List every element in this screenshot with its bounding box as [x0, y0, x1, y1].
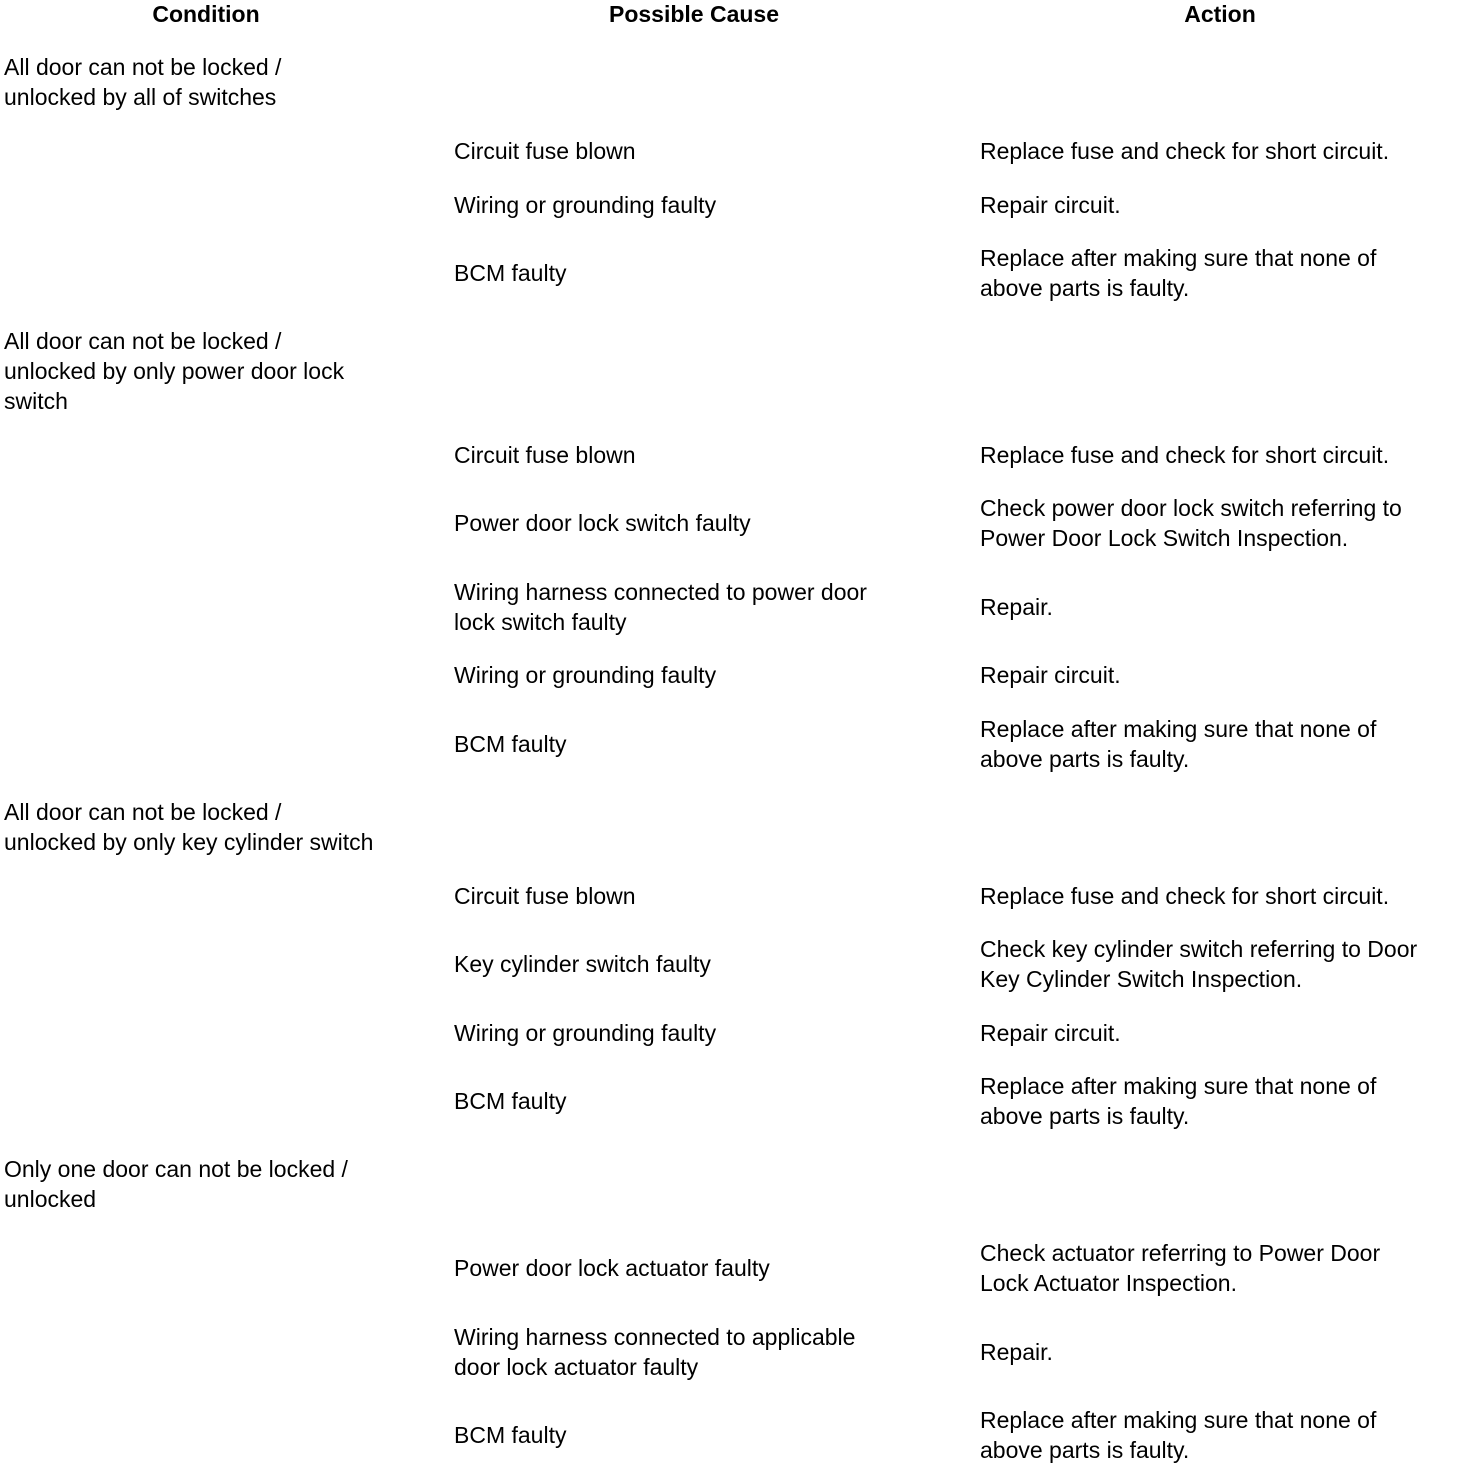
- header-condition: Condition: [152, 1, 260, 27]
- cause-text: BCM faulty: [454, 1088, 567, 1114]
- cause-text: BCM faulty: [454, 1422, 567, 1448]
- cause-text: Circuit fuse blown: [454, 138, 636, 164]
- action-text: Replace fuse and check for short circuit.: [980, 138, 1390, 164]
- action-text: Repair circuit.: [980, 192, 1121, 218]
- cause-text: Wiring or grounding faulty: [454, 662, 717, 688]
- condition-text: All door can not be locked / unlocked by all of switches: [4, 54, 282, 110]
- header-possible-cause: Possible Cause: [608, 1, 780, 27]
- cause-text: Wiring harness connected to power door lock switch faulty: [454, 579, 867, 635]
- cause-text: Key cylinder switch faulty: [454, 951, 711, 977]
- condition-text: All door can not be locked / unlocked by only power door lock switch: [4, 328, 345, 414]
- action-text: Replace fuse and check for short circuit.: [980, 442, 1390, 468]
- action-text: Replace after making sure that none of above parts is faulty.: [980, 1407, 1377, 1463]
- cause-text: Wiring or grounding faulty: [454, 1020, 717, 1046]
- action-text: Check actuator referring to Power Door Lock Actuator Inspection.: [980, 1240, 1381, 1296]
- cause-text: Wiring or grounding faulty: [454, 192, 717, 218]
- cause-text: Circuit fuse blown: [454, 442, 636, 468]
- cause-text: Wiring harness connected to applicable door lock actuator faulty: [454, 1324, 856, 1380]
- header-action: Action: [1184, 1, 1256, 27]
- cause-text: BCM faulty: [454, 260, 567, 286]
- action-text: Repair circuit.: [980, 662, 1121, 688]
- action-text: Replace after making sure that none of above parts is faulty.: [980, 1073, 1377, 1129]
- cause-text: Circuit fuse blown: [454, 883, 636, 909]
- condition-text: All door can not be locked / unlocked by only key cylinder switch: [4, 799, 374, 855]
- condition-text: Only one door can not be locked / unlocked: [4, 1156, 348, 1212]
- action-text: Repair.: [980, 594, 1053, 620]
- action-text: Replace fuse and check for short circuit.: [980, 883, 1390, 909]
- action-text: Repair.: [980, 1339, 1053, 1365]
- action-text: Replace after making sure that none of above parts is faulty.: [980, 245, 1377, 301]
- action-text: Replace after making sure that none of above parts is faulty.: [980, 716, 1377, 772]
- cause-text: Power door lock switch faulty: [454, 510, 751, 536]
- action-text: Check key cylinder switch referring to Door Key Cylinder Switch Inspection.: [980, 936, 1418, 992]
- action-text: Repair circuit.: [980, 1020, 1121, 1046]
- cause-text: BCM faulty: [454, 731, 567, 757]
- cause-text: Power door lock actuator faulty: [454, 1255, 770, 1281]
- action-text: Check power door lock switch referring to Power Door Lock Switch Inspection.: [980, 495, 1402, 551]
